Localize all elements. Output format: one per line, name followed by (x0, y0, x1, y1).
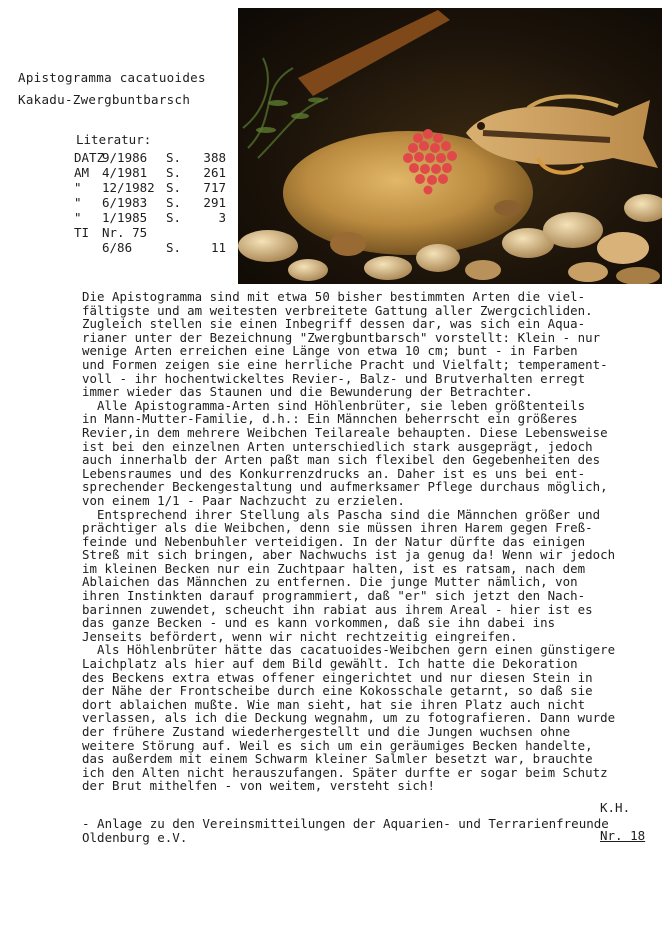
author-signature: K.H. (600, 800, 631, 815)
body-line: Zugleich stellen sie einen Inbegriff dessen dar, was sich ein Aqua- (82, 316, 586, 332)
body-line: Lebensraumes und des Konkurrenzdrucks an. Daher ist es uns bei ent- (82, 465, 586, 481)
issue-number: Nr. 18 (600, 828, 646, 843)
body-line: Alle Apistogramma-Arten sind Höhlenbrüter, sie leben größtenteils (82, 397, 586, 413)
literature-issue: 4/1981 (102, 165, 148, 180)
literature-issue: 12/1982 (102, 180, 155, 195)
literature-source: DATZ (74, 150, 105, 165)
body-line: das außerdem mit einem Schwarm kleiner Salmler besetzt war, brauchte (82, 751, 593, 767)
body-line: immer wieder das Staunen und die Bewunderung der Betrachter. (82, 384, 533, 400)
body-line: ist bei den einzelnen Arten unterschiedlich stark ausgeprägt, jedoch (82, 438, 593, 454)
literature-page (192, 225, 226, 240)
literature-issue: 6/1983 (102, 195, 148, 210)
literature-heading: Literatur: (76, 132, 152, 147)
body-line: sprechender Beckengestaltung und aufmerksamer Pflege durchaus möglich, (82, 479, 608, 495)
literature-entry (74, 150, 226, 165)
body-line: im kleinen Becken nur ein Zuchtpaar halten, ist es ratsam, nach dem (82, 560, 586, 576)
body-line: der Brut mithelfen - von weitem, versteht sich! (82, 778, 435, 794)
body-line: Laichplatz als hier auf dem Bild gewählt. Ich hatte die Dekoration (82, 656, 578, 672)
literature-issue: 1/1985 (102, 210, 148, 225)
species-common-name: Kakadu-Zwergbuntbarsch (18, 92, 191, 107)
literature-issue: 9/1986 (102, 150, 148, 165)
literature-entry (74, 240, 226, 255)
body-line: der frühere Zustand wiederhergestellt und die Jungen wuchsen ohne (82, 724, 571, 739)
body-line: in Mann-Mutter-Familie, d.h.: Ein Männchen beherrscht ein größeres (82, 411, 578, 427)
body-line: von einem 1/1 - Paar Nachzucht zu erzielen. (82, 492, 405, 508)
literature-page: 3 (218, 210, 226, 225)
body-line: verlassen, als ich die Deckung wegnahm, um zu fotografieren. Dann wurde (82, 710, 616, 726)
literature-source: TI (74, 225, 90, 240)
body-line: des Beckens extra etwas offener eingerichtet und nur diesen Stein in (82, 669, 593, 685)
literature-entry (74, 195, 226, 210)
literature-source: AM (74, 165, 90, 180)
body-line: auch innerhalb der Arten paßt man sich flexibel den Gegebenheiten des (82, 452, 601, 468)
body-line: Jenseits befördert, wenn wir nicht rechtzeitig eingreifen. (82, 628, 518, 644)
body-line: dort ablaichen mußte. Wie man sieht, hat sie ihren Platz auch nicht (82, 696, 586, 712)
literature-list (74, 150, 226, 255)
literature-page: 291 (203, 195, 226, 210)
footer-club-name: Oldenburg e.V. (82, 830, 188, 845)
literature-page: 388 (203, 150, 226, 165)
body-line: wenige Arten erreichen eine Länge von etwa 10 cm; bunt - in Farben (82, 343, 578, 359)
footer-note: - Anlage zu den Vereinsmitteilungen der Aquarien- und Terrarienfreunde (82, 816, 609, 831)
literature-page-label: S. (166, 195, 182, 210)
literature-page: 261 (203, 165, 226, 180)
literature-page-label: S. (166, 240, 182, 255)
body-line: Entsprechend ihrer Stellung als Pascha sind die Männchen größer und (82, 506, 601, 522)
body-line: der Nähe der Frontscheibe durch eine Kokosschale getarnt, so daß sie (82, 683, 593, 699)
literature-source: " (74, 195, 82, 210)
body-line: und Formen zeigen sie eine herrliche Pracht und Vielfalt; temperament- (82, 356, 608, 372)
body-line: barinnen zuwendet, scheucht ihn rabiat aus ihrem Areal - hier ist es (82, 601, 593, 617)
body-line: weitere Störung auf. Weil es sich um ein geräumiges Becken handelte, (82, 737, 593, 753)
literature-issue: 6/86 (102, 240, 133, 255)
species-latin-name: Apistogramma cacatuoides (18, 70, 206, 85)
literature-page: 11 (210, 240, 226, 255)
literature-page-label: S. (166, 180, 182, 195)
body-line: ihren Instinkten darauf programmiert, daß "er" sich jetzt den Nach- (82, 588, 586, 604)
article-body (82, 290, 662, 793)
body-line: voll - ihr hochentwickeltes Revier-, Balz- und Brutverhalten erregt (82, 370, 586, 386)
body-line: feinde und Nebenbuhler verteidigen. In der Natur dürfte das einigen (82, 533, 586, 549)
body-line: ich den Alten nicht herauszufangen. Später durfte er sogar beim Schutz (82, 764, 608, 780)
aquarium-photo (238, 8, 662, 284)
body-line: Revier,in dem mehrere Weibchen Teilareale behaupten. Diese Lebensweise (82, 424, 608, 440)
literature-page: 717 (203, 180, 226, 195)
literature-source: " (74, 210, 82, 225)
literature-page-label (166, 225, 192, 240)
body-line: das ganze Becken - und es kann vorkommen, daß sie ihn dabei ins (82, 615, 556, 631)
body-line: Als Höhlenbrüter hätte das cacatuoides-Weibchen gern einen günstigere (82, 642, 616, 658)
literature-issue: Nr. 75 (102, 225, 148, 240)
body-line: Die Apistogramma sind mit etwa 50 bisher bestimmten Arten die viel- (82, 289, 586, 304)
literature-source (74, 240, 102, 255)
literature-page-label: S. (166, 150, 182, 165)
literature-entry (74, 165, 226, 180)
literature-entry (74, 180, 226, 195)
literature-source: " (74, 180, 82, 195)
literature-page-label: S. (166, 210, 182, 225)
literature-page-label: S. (166, 165, 182, 180)
literature-entry (74, 210, 226, 225)
body-line: rianer unter der Bezeichnung "Zwergbuntbarsch" vorstellt: Klein - nur (82, 329, 601, 345)
literature-entry (74, 225, 226, 240)
body-line: prächtiger als die Weibchen, denn sie müssen ihren Harem gegen Freß- (82, 520, 593, 536)
body-line: Streß mit sich bringen, aber Nachwuchs ist ja genug da! Wenn wir jedoch (82, 547, 616, 563)
body-line: fältigste und am weitesten verbreitete Gattung aller Zwergcichliden. (82, 302, 593, 318)
body-line: Ablaichen das Männchen zu entfernen. Die junge Mutter nämlich, von (82, 574, 578, 590)
